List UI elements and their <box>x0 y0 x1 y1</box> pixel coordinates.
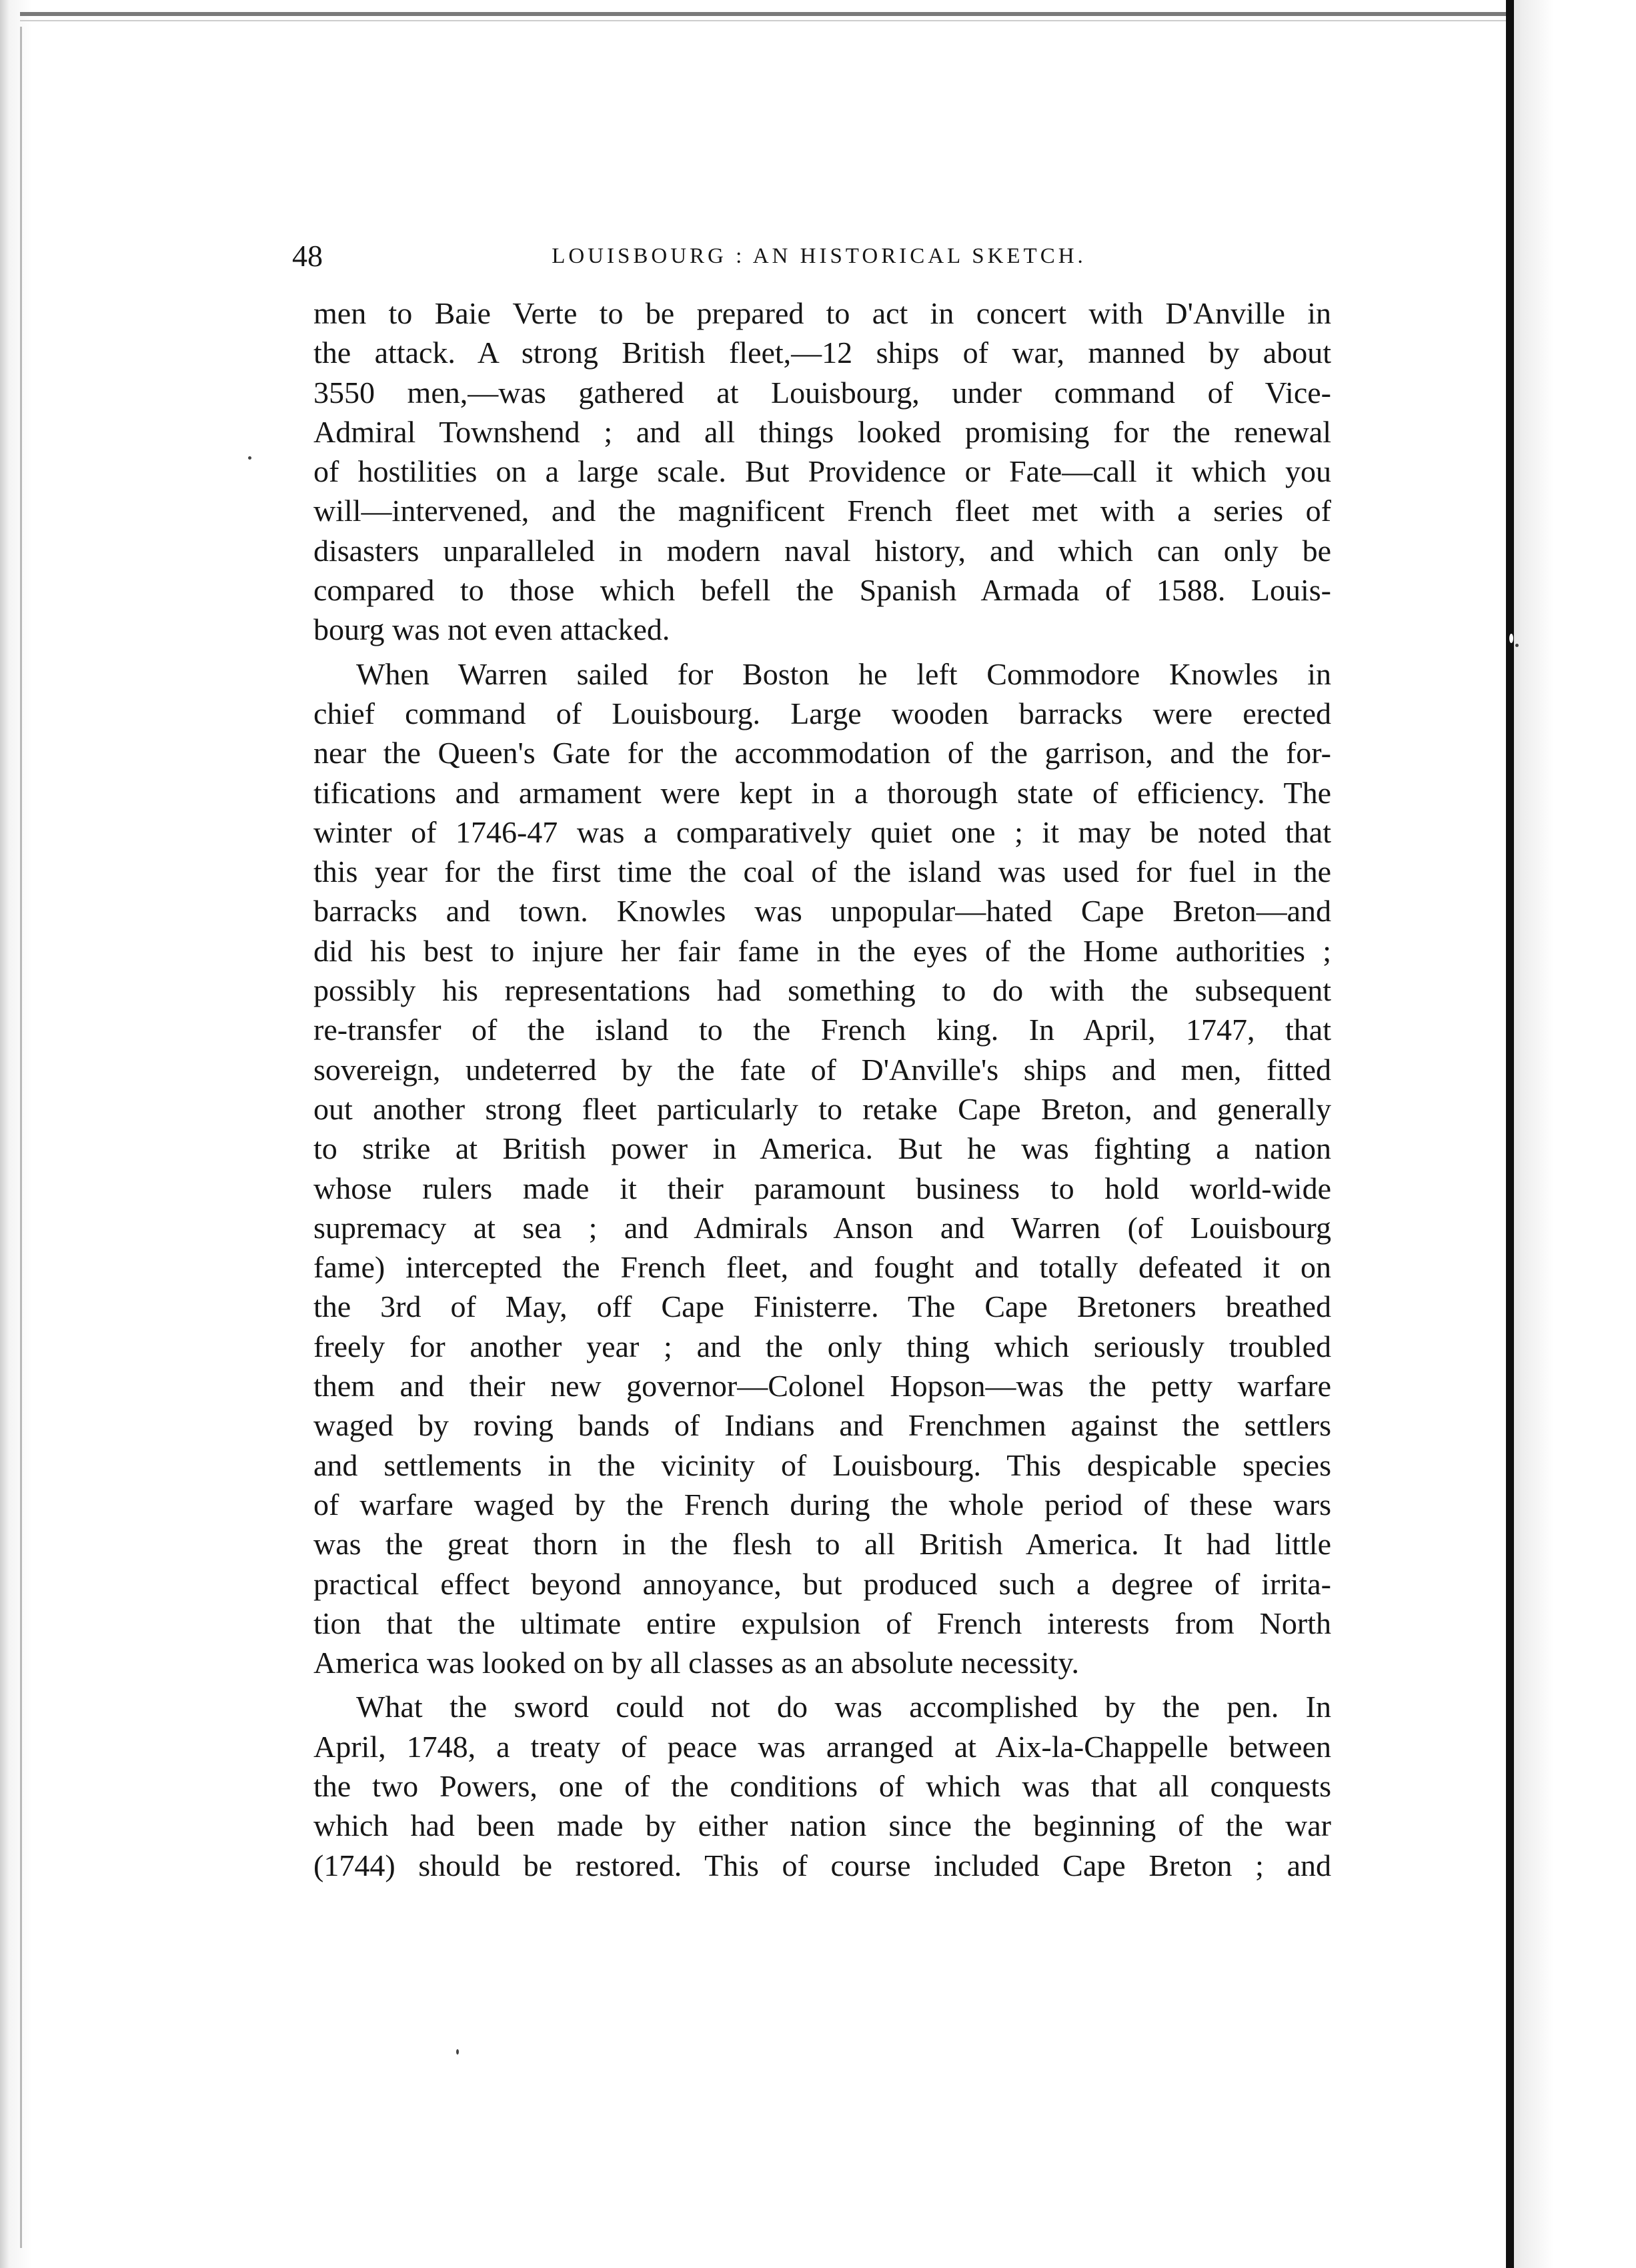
text-line: tion that the ultimate entire expulsion of French interests from North <box>313 1606 1331 1640</box>
text-line: whose rulers made it their paramount business to hold world-wide <box>313 1171 1331 1205</box>
text-line: Admiral Townshend ; and all things looked promising for the renewal <box>313 414 1331 449</box>
paragraph <box>313 654 1331 1683</box>
text-line: this year for the first time the coal of the island was used for fuel in the <box>313 855 1331 889</box>
text-line: What the sword could not do was accomplished by the pen. In <box>356 1690 1331 1724</box>
text-line: the two Powers, one of the conditions of which was that all conquests <box>313 1768 1331 1803</box>
running-title: LOUISBOURG : AN HISTORICAL SKETCH. <box>552 244 1086 268</box>
text-line: chief command of Louisbourg. Large wooden barracks were erected <box>313 696 1331 730</box>
text-line: out another strong fleet particularly to retake Cape Breton, and generally <box>313 1091 1331 1126</box>
text-line: barracks and town. Knowles was unpopular—hated Cape Breton—and <box>313 894 1331 929</box>
text-line: of hostilities on a large scale. But Providence or Fate—call it which you <box>313 454 1331 489</box>
text-line: will—intervened, and the magnificent French fleet met with a series of <box>313 494 1331 528</box>
text-line: winter of 1746-47 was a comparatively quiet one ; it may be noted that <box>313 814 1331 849</box>
text-line: practical effect beyond annoyance, but produced such a degree of irrita- <box>313 1566 1331 1601</box>
text-line: possibly his representations had something to do with the subsequent <box>313 973 1331 1008</box>
text-line: sovereign, undeterred by the fate of D'Anville's ships and men, fitted <box>313 1052 1331 1087</box>
text-line: fame) intercepted the French fleet, and fought and totally defeated it on <box>313 1250 1331 1285</box>
text-line: re-transfer of the island to the French king. In April, 1747, that <box>313 1013 1331 1047</box>
scan-edge-right-shadow <box>1514 0 1636 2268</box>
text-line: April, 1748, a treaty of peace was arranged at Aix-la-Chappelle between <box>313 1729 1331 1764</box>
text-line: disasters unparalleled in modern naval history, and which can only be <box>313 533 1331 568</box>
text-line: to strike at British power in America. But he was fighting a nation <box>313 1131 1331 1166</box>
scan-edge-top-faint <box>20 20 1507 21</box>
scan-edge-top <box>20 12 1507 16</box>
text-line: and settlements in the vicinity of Louisbourg. This despicable species <box>313 1448 1331 1482</box>
text-line: compared to those which befell the Spanish Armada of 1588. Louis- <box>313 573 1331 608</box>
text-line: When Warren sailed for Boston he left Commodore Knowles in <box>356 656 1331 691</box>
text-line: men to Baie Verte to be prepared to act in concert with D'Anville in <box>313 296 1331 330</box>
text-line: America was looked on by all classes as an absolute necessity. <box>313 1646 1079 1680</box>
text-line: supremacy at sea ; and Admirals Anson and Warren (of Louisbourg <box>313 1210 1331 1245</box>
text-line: (1744) should be restored. This of course included Cape Breton ; and <box>313 1848 1331 1882</box>
scan-speck <box>1509 634 1513 643</box>
text-line: was the great thorn in the flesh to all British America. It had little <box>313 1527 1331 1562</box>
scan-edge-left <box>0 0 32 2268</box>
text-line: the 3rd of May, off Cape Finisterre. The Cape Bretoners breathed <box>313 1289 1331 1324</box>
text-line: them and their new governor—Colonel Hopson—was the petty warfare <box>313 1369 1331 1403</box>
scan-edge-right <box>1506 0 1514 2268</box>
scan-speck <box>248 456 251 460</box>
text-line: 3550 men,—was gathered at Louisbourg, under command of Vice- <box>313 375 1331 410</box>
paragraph <box>313 1687 1331 1884</box>
page-number: 48 <box>292 239 323 273</box>
text-line: tifications and armament were kept in a thorough state of efficiency. The <box>313 775 1331 810</box>
paragraph <box>313 294 1331 650</box>
text-line: of warfare waged by the French during the whole period of these wars <box>313 1487 1331 1522</box>
text-line: the attack. A strong British fleet,—12 ships of war, manned by about <box>313 336 1331 370</box>
text-line: which had been made by either nation since the beginning of the war <box>313 1808 1331 1843</box>
scan-speck <box>456 2049 459 2055</box>
body-text <box>313 294 1331 1885</box>
scan-line-left <box>20 27 22 2248</box>
text-line: bourg was not even attacked. <box>313 612 670 647</box>
running-head <box>292 236 1346 276</box>
text-line: waged by roving bands of Indians and Frenchmen against the settlers <box>313 1408 1331 1443</box>
text-line: near the Queen's Gate for the accommodation of the garrison, and the for- <box>313 736 1331 770</box>
text-line: did his best to injure her fair fame in the eyes of the Home authorities ; <box>313 933 1331 968</box>
text-line: freely for another year ; and the only thing which seriously troubled <box>313 1329 1331 1363</box>
scan-speck <box>1515 644 1519 647</box>
